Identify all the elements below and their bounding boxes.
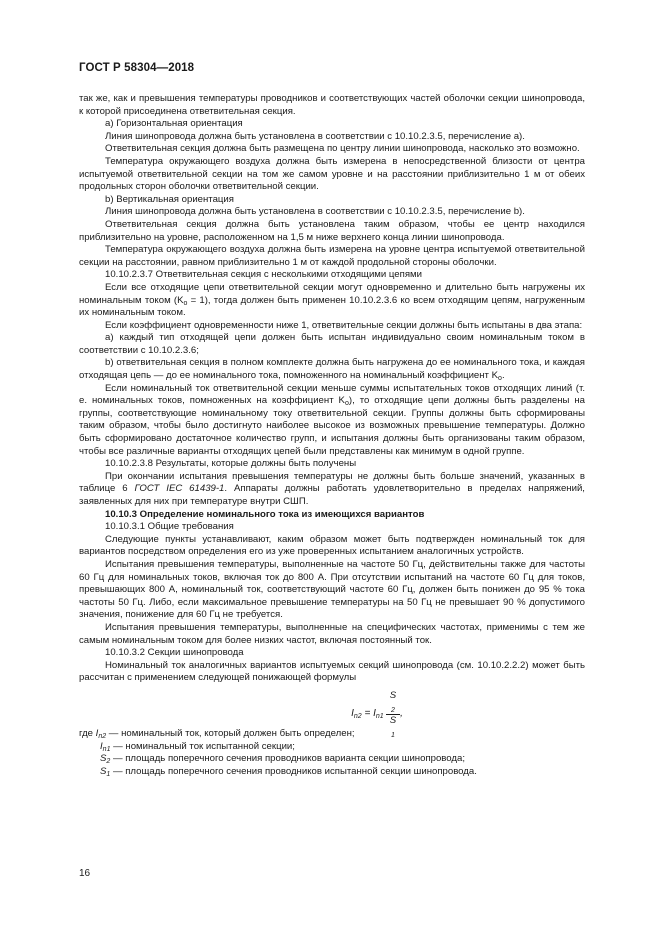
standard-reference: ГОСТ IEC 61439-1 [134,483,225,495]
paragraph: Ответвительная секция должна быть установлена таким образом, чтобы ее центр находился приблизительно на уровне, расположенном на 1,5 м ниже верхнего конца линии шинопровода. [79,218,585,243]
reduction-formula: $I_{n2} = I_{n1}$ S $_2$ S $_1$ , [351,689,403,739]
paragraph: а) Горизонтальная ориентация [105,118,243,130]
document-body [79,93,585,778]
paragraph: так же, как и превышения температуры проводников и соответствующих частей оболочки секции шинопровода, к которой присоединена ответвительная секция. [79,93,585,117]
definition-item: $S_1$ — площадь поперечного сечения проводников испытанной секции шинопровода. [100,765,477,778]
definition-item: где $I_{n2}$ — номинальный ток, который должен быть определен; [79,727,355,740]
paragraph: Ответвительная секция должна быть размещена по центру линии шинопровода, насколько это возможно. [105,143,580,155]
definition-item: $S_2$ — площадь поперечного сечения проводников варианта секции шинопровода; [100,753,466,766]
section-heading: 10.10.3.1 Общие требования [105,521,234,533]
paragraph: Испытания превышения температуры, выполненные на частоте 50 Гц, действительны также для частоты 60 Гц для номинальных токов, включая ток до 800 А. При отсутствии испытаний на частоте 60 Гц для токов, превышающих 800 А, номинальный ток, соответствующий частоте 60 Гц, должен быть понижен до 95 % тока частоты 50 Гц. Либо, если максимальное превышение температуры на 50 Гц не превышает 90 % допустимого значения, понижение для 60 Гц не требуется. [79,558,585,621]
paragraph: Испытания превышения температуры, выполненные на специфических частотах, применимы с тем же самым номинальным током для более низких частот, включая постоянный ток. [79,621,585,646]
section-heading: 10.10.3.2 Секции шинопровода [105,647,244,659]
paragraph: а) каждый тип отходящей цепи должен быть испытан индивидуально своим номинальным током в соответствии с 10.10.2.3.6; [79,332,585,356]
section-heading: 10.10.2.3.8 Результаты, которые должны быть получены [105,458,357,470]
paragraph: Номинальный ток аналогичных вариантов испытуемых секций шинопровода (см. 10.10.2.2.2) может быть рассчитан с применением следующей понижающей формулы [79,659,585,684]
paragraph: Если коэффициент одновременности ниже 1, ответвительные секции должны быть испытаны в два этапа: [105,319,583,331]
formula-fraction: S $_2$ S $_1$ [386,690,400,739]
formula-definitions [79,728,585,778]
paragraph: Если номинальный ток ответвительной секции меньше суммы испытательных токов отходящих линий (т. е. номинальных токов, помноженных на коэффициент $K_o$), то отходящие цепи должны быть разделены на группы, соответствующие номинальному току ответвительной секции. Группы должны быть сформированы таким образом, чтобы было достигнуто наиболее высокое из возможных превышение температуры. Должно быть сформировано достаточное количество групп, и испытания должны быть организованы таким образом, чтобы все различные варианты отходящих цепей были представлены как минимум в одной группе. [79,382,585,457]
paragraph: Линия шинопровода должна быть установлена в соответствии с 10.10.2.3.5, перечисление а). [105,130,525,142]
definition-item: $I_{n1}$ — номинальный ток испытанной секции; [100,740,295,753]
paragraph: Следующие пункты устанавливают, каким образом может быть подтвержден номинальный ток для вариантов посредством определения его из уже проверенных испытанием аналогичных устройств. [79,533,585,558]
page-number: 16 [79,868,91,879]
section-heading: 10.10.2.3.7 Ответвительная секция с несколькими отходящими цепями [105,269,422,281]
section-heading-bold: 10.10.3 Определение номинального тока из имеющихся вариантов [105,508,425,520]
paragraph: b) ответвительная секция в полном комплекте должна быть нагружена до ее номинального тока, и каждая отходящая цепь — до ее номинального тока, помноженного на номинальный коэффициент $K_o$. [79,357,585,383]
paragraph: Если все отходящие цепи ответвительной секции могут одновременно и длительно быть нагружены их номинальным током $(K_o = 1)$, тогда должен быть применен 10.10.2.3.6 ко всем отходящим цепям, нагруженным их номинальным током. [79,281,586,319]
paragraph: Температура окружающего воздуха должна быть измерена в непосредственной близости от центра испытуемой ответвительной секции на том же самом уровне и на расстоянии приблизительно 1 м от обеих продольных сторон оболочки ответвительной секции. [79,155,585,193]
paragraph: b) Вертикальная ориентация [105,193,234,205]
paragraph: При окончании испытания превышения температуры не должны быть больше значений, указанных в таблице 6 ГОСТ IEC 61439-1. Аппараты должны работать удовлетворительно в пределах напряжений, заявленных для них при температуре внутри СШП. [79,470,585,507]
paragraph: Температура окружающего воздуха должна быть измерена на уровне центра испытуемой ответвительной секции на расстоянии, равном приблизительно 1 м от каждой продольной стороны оболочки. [79,244,585,268]
document-header: ГОСТ Р 58304—2018 [79,62,195,74]
paragraph: Линия шинопровода должна быть установлена в соответствии с 10.10.2.3.5, перечисление b). [105,206,525,218]
